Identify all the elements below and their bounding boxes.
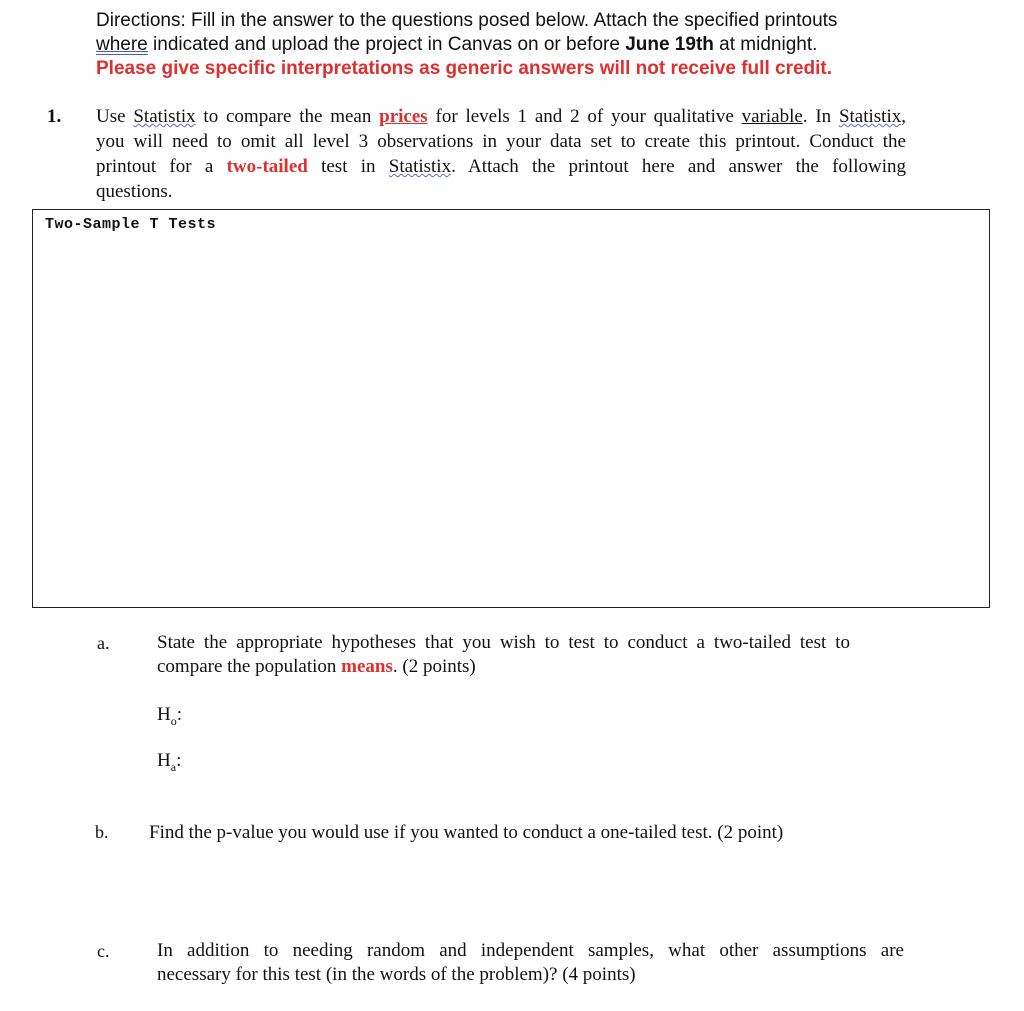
null-hypothesis-label — [157, 703, 182, 733]
question-1-line-3 — [96, 154, 906, 179]
part-c-line-1: In addition to needing random and independent samples, what other assumptions are — [157, 940, 904, 961]
printout-box[interactable] — [32, 209, 990, 608]
q1-l1-c: for levels 1 and 2 of your qualitative — [427, 106, 742, 127]
h0-colon: : — [176, 704, 183, 725]
directions-block — [96, 9, 906, 81]
part-a-l2-a: compare the population — [157, 656, 342, 677]
question-1-line-2: you will need to omit all level 3 observations in your data set to create this printout. Conduct the — [96, 131, 906, 152]
directions-line-2-text: indicated and upload the project in Canvas on or before — [147, 34, 626, 55]
alternative-hypothesis-label — [157, 749, 181, 779]
question-1-number: 1. — [47, 106, 62, 127]
part-b-label: b. — [95, 822, 109, 842]
question-1-text — [96, 104, 906, 204]
q1-l3-a: printout for a — [96, 156, 227, 177]
q1-l3-c: . Attach the printout here and answer the following — [451, 156, 906, 177]
printout-title: Two-Sample T Tests — [45, 216, 217, 233]
q1-l1-e: , — [901, 106, 906, 127]
part-a-text — [157, 631, 850, 679]
part-a-line-2 — [157, 655, 850, 679]
q1-l1-a: Use — [96, 106, 134, 127]
directions-line-2-end: at midnight. — [713, 34, 818, 55]
q1-two-tailed: two-tailed — [226, 156, 308, 177]
due-date: June 19th — [625, 34, 714, 55]
q1-statistix-2: Statistix — [838, 106, 902, 127]
directions-line-2 — [96, 33, 906, 57]
where-word: where — [96, 34, 148, 55]
q1-statistix-3: Statistix — [388, 156, 452, 177]
ha-sub: a — [170, 759, 177, 774]
part-c-line-2: necessary for this test (in the words of the problem)? (4 points) — [157, 964, 636, 985]
part-c-text — [157, 939, 904, 987]
ha-main: H — [157, 750, 171, 771]
q1-statistix-1: Statistix — [133, 106, 196, 127]
h0-main: H — [157, 704, 171, 725]
ha-colon: : — [176, 750, 182, 771]
q1-l1-d: . In — [802, 106, 839, 127]
part-a-line-1: State the appropriate hypotheses that you wish to test to conduct a two-tailed test to — [157, 632, 850, 653]
directions-line-1: Directions: Fill in the answer to the questions posed below. Attach the specified printouts — [96, 10, 838, 31]
h0-sub: o — [170, 713, 177, 728]
question-1-line-4: questions. — [96, 181, 173, 202]
q1-l1-b: to compare the mean — [195, 106, 380, 127]
part-c-label: c. — [97, 941, 110, 961]
q1-prices: prices — [379, 106, 428, 127]
part-a-l2-b: . (2 points) — [392, 656, 476, 677]
part-a-label: a. — [97, 633, 110, 653]
part-b-text: Find the p-value you would use if you wanted to conduct a one-tailed test. (2 point) — [149, 822, 784, 843]
directions-warning: Please give specific interpretations as generic answers will not receive full credit. — [96, 58, 833, 79]
q1-l3-b: test in — [307, 156, 389, 177]
part-a-means: means — [341, 656, 393, 677]
q1-variable: variable — [741, 106, 803, 127]
question-1-line-1 — [96, 104, 906, 129]
